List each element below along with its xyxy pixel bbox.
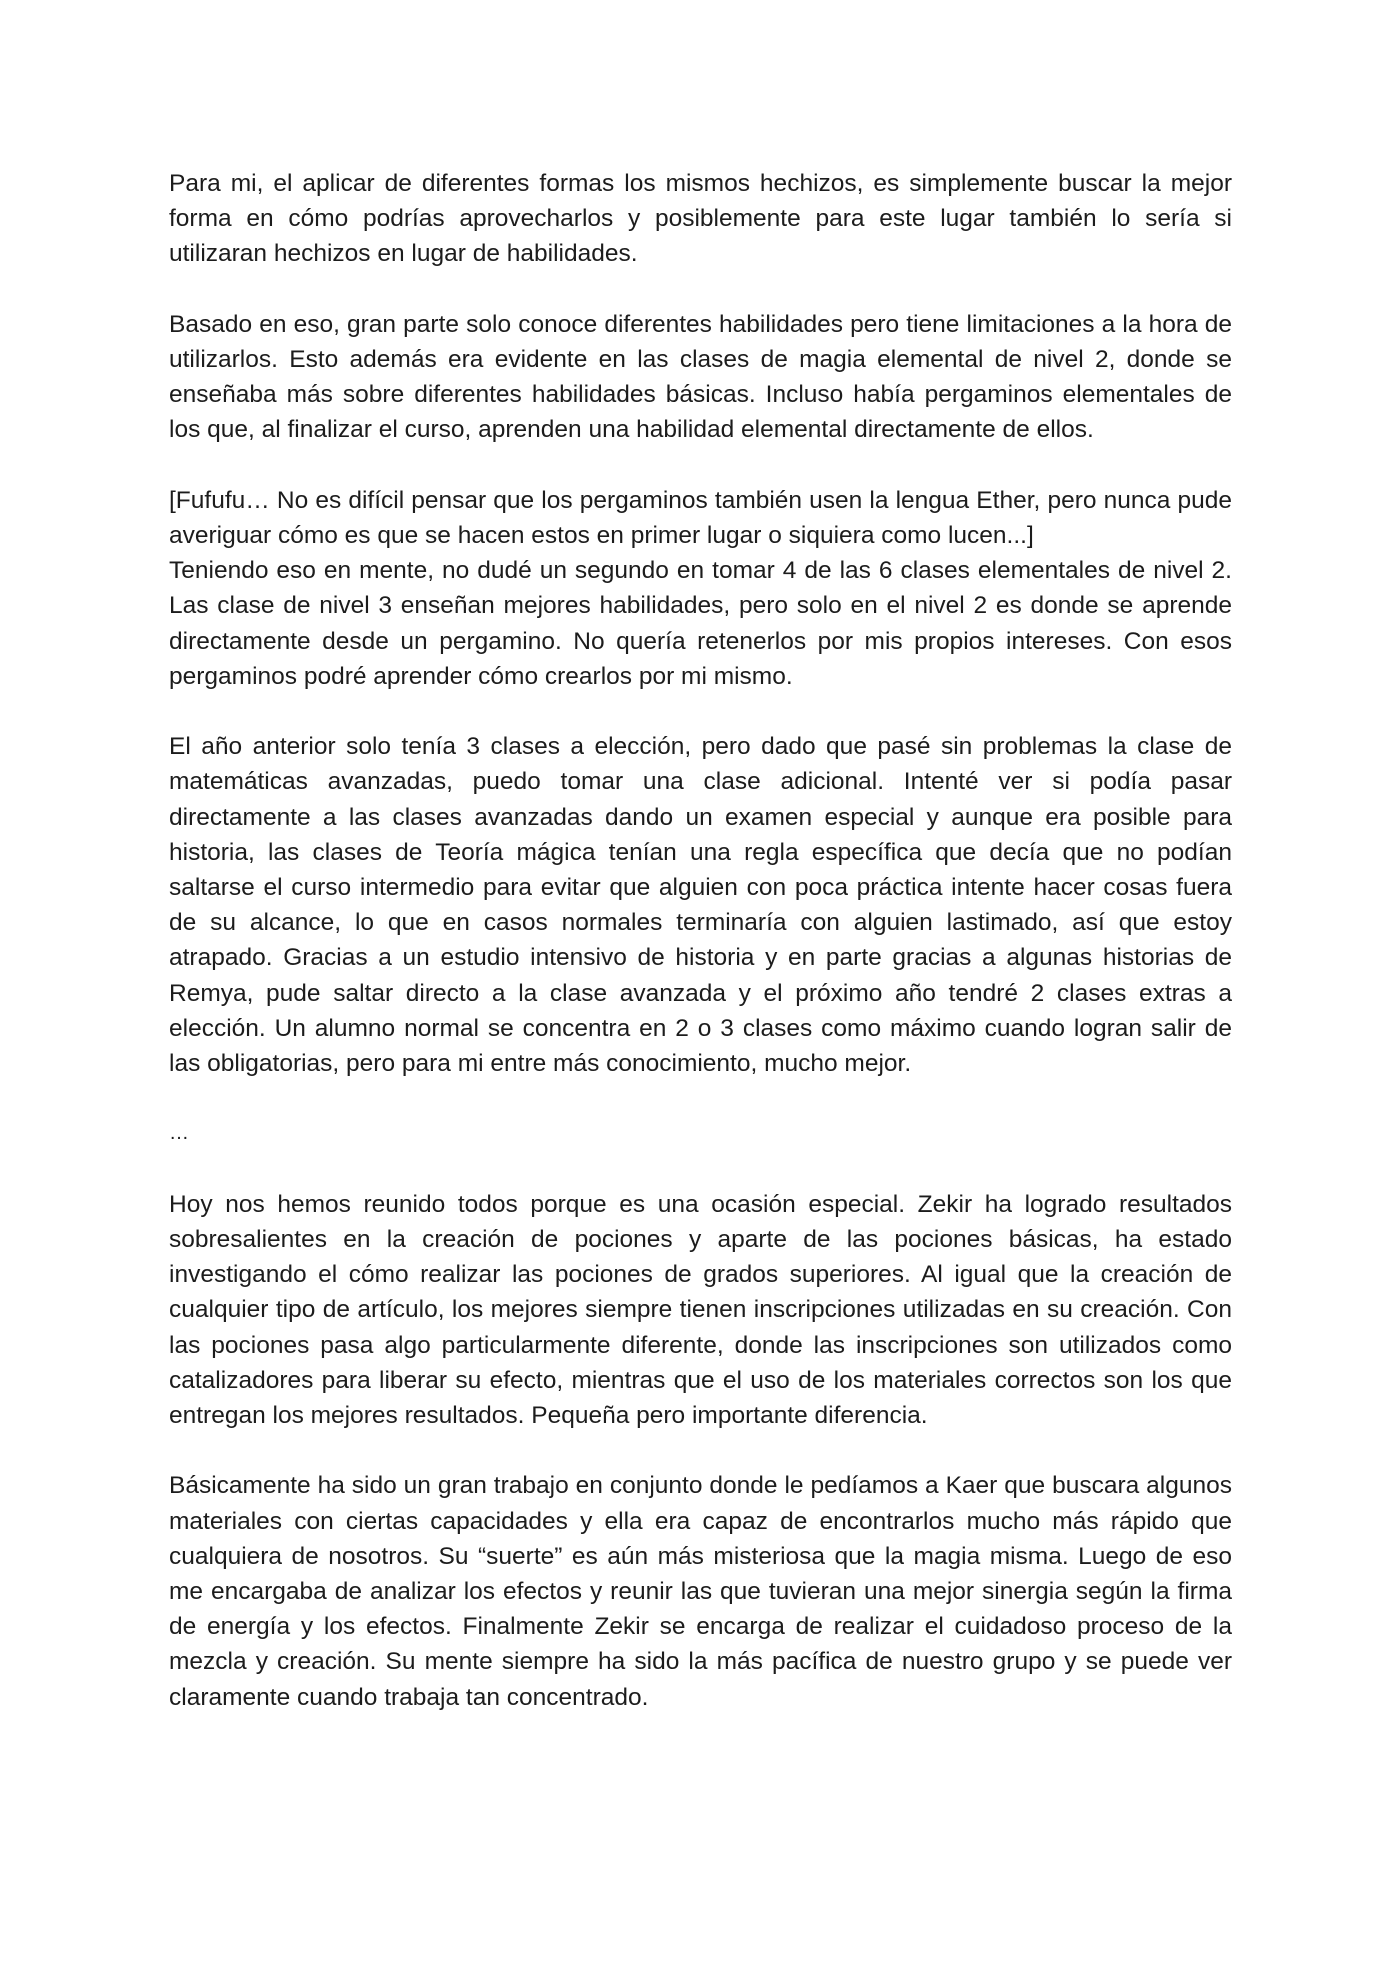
paragraph-3 (169, 483, 1232, 694)
paragraph-1: Para mi, el aplicar de diferentes formas los mismos hechizos, es simplemente buscar la mejor forma en cómo podrías aprovecharlos y posiblemente para este lugar también lo sería si utilizaran hechizos en lugar de habilidades. (169, 170, 1232, 268)
document-page (169, 166, 1232, 1750)
paragraph-6: Básicamente ha sido un gran trabajo en conjunto donde le pedíamos a Kaer que buscara algunos materiales con ciertas capacidades y ella era capaz de encontrarlos mucho más rápido que cualquiera de nosotros. Su “suerte” es aún más misteriosa que la magia misma. Luego de eso me encargaba de analizar los efectos y reunir las que tuvieran una mejor sinergia según la firma de energía y los efectos. Finalmente Zekir se encarga de realizar el cuidadoso proceso de la mezcla y creación. Su mente siempre ha sido la más pacífica de nuestro grupo y se puede ver claramente cuando trabaja tan concentrado. (169, 1472, 1232, 1711)
paragraph-5: Hoy nos hemos reunido todos porque es una ocasión especial. Zekir ha logrado resultados sobresalientes en la creación de pociones y aparte de las pociones básicas, ha estado investigando el cómo realizar las pociones de grados superiores. Al igual que la creación de cualquier tipo de artículo, los mejores siempre tienen inscripciones utilizadas en su creación. Con las pociones pasa algo particularmente diferente, donde las inscripciones son utilizados como catalizadores para liberar su efecto, mientras que el uso de los materiales correctos son los que entregan los mejores resultados. Pequeña pero importante diferencia. (169, 1190, 1232, 1430)
paragraph-3-continuation: Teniendo eso en mente, no dudé un segundo en tomar 4 de las 6 clases elementales de nivel 2. Las clase de nivel 3 enseñan mejores habilidades, pero solo en el nivel 2 es donde se aprende directamente desde un pergamino. No quería retenerlos por mis propios intereses. Con esos pergaminos podré aprender cómo crearlos por mi mismo. (169, 557, 1232, 690)
paragraph-4: El año anterior solo tenía 3 clases a elección, pero dado que pasé sin problemas la clase de matemáticas avanzadas, puedo tomar una clase adicional. Intenté ver si podía pasar directamente a las clases avanzadas dando un examen especial y aunque era posible para historia, las clases de Teoría mágica tenían una regla específica que decía que no podían saltarse el curso intermedio para evitar que alguien con poca práctica intente hacer cosas fuera de su alcance, lo que en casos normales terminaría con alguien lastimado, así que estoy atrapado. Gracias a un estudio intensivo de historia y en parte gracias a algunas historias de Remya, pude saltar directo a la clase avanzada y el próximo año tendré 2 clases extras a elección. Un alumno normal se concentra en 2 o 3 clases como máximo cuando logran salir de las obligatorias, pero para mi entre más conocimiento, mucho mejor. (169, 733, 1232, 1078)
paragraph-2: Basado en eso, gran parte solo conoce diferentes habilidades pero tiene limitaciones a la hora de utilizarlos. Esto además era evidente en las clases de magia elemental de nivel 2, donde se enseñaba más sobre diferentes habilidades básicas. Incluso había pergaminos elementales de los que, al finalizar el curso, aprenden una habilidad elemental directamente de ellos. (169, 310, 1232, 444)
bracketed-thought: [Fufufu… No es difícil pensar que los pergaminos también usen la lengua Ether, pero nunca pude averiguar cómo es que se hacen estos en primer lugar o siquiera como lucen...] (169, 486, 1232, 549)
scene-break: … (169, 1122, 189, 1145)
